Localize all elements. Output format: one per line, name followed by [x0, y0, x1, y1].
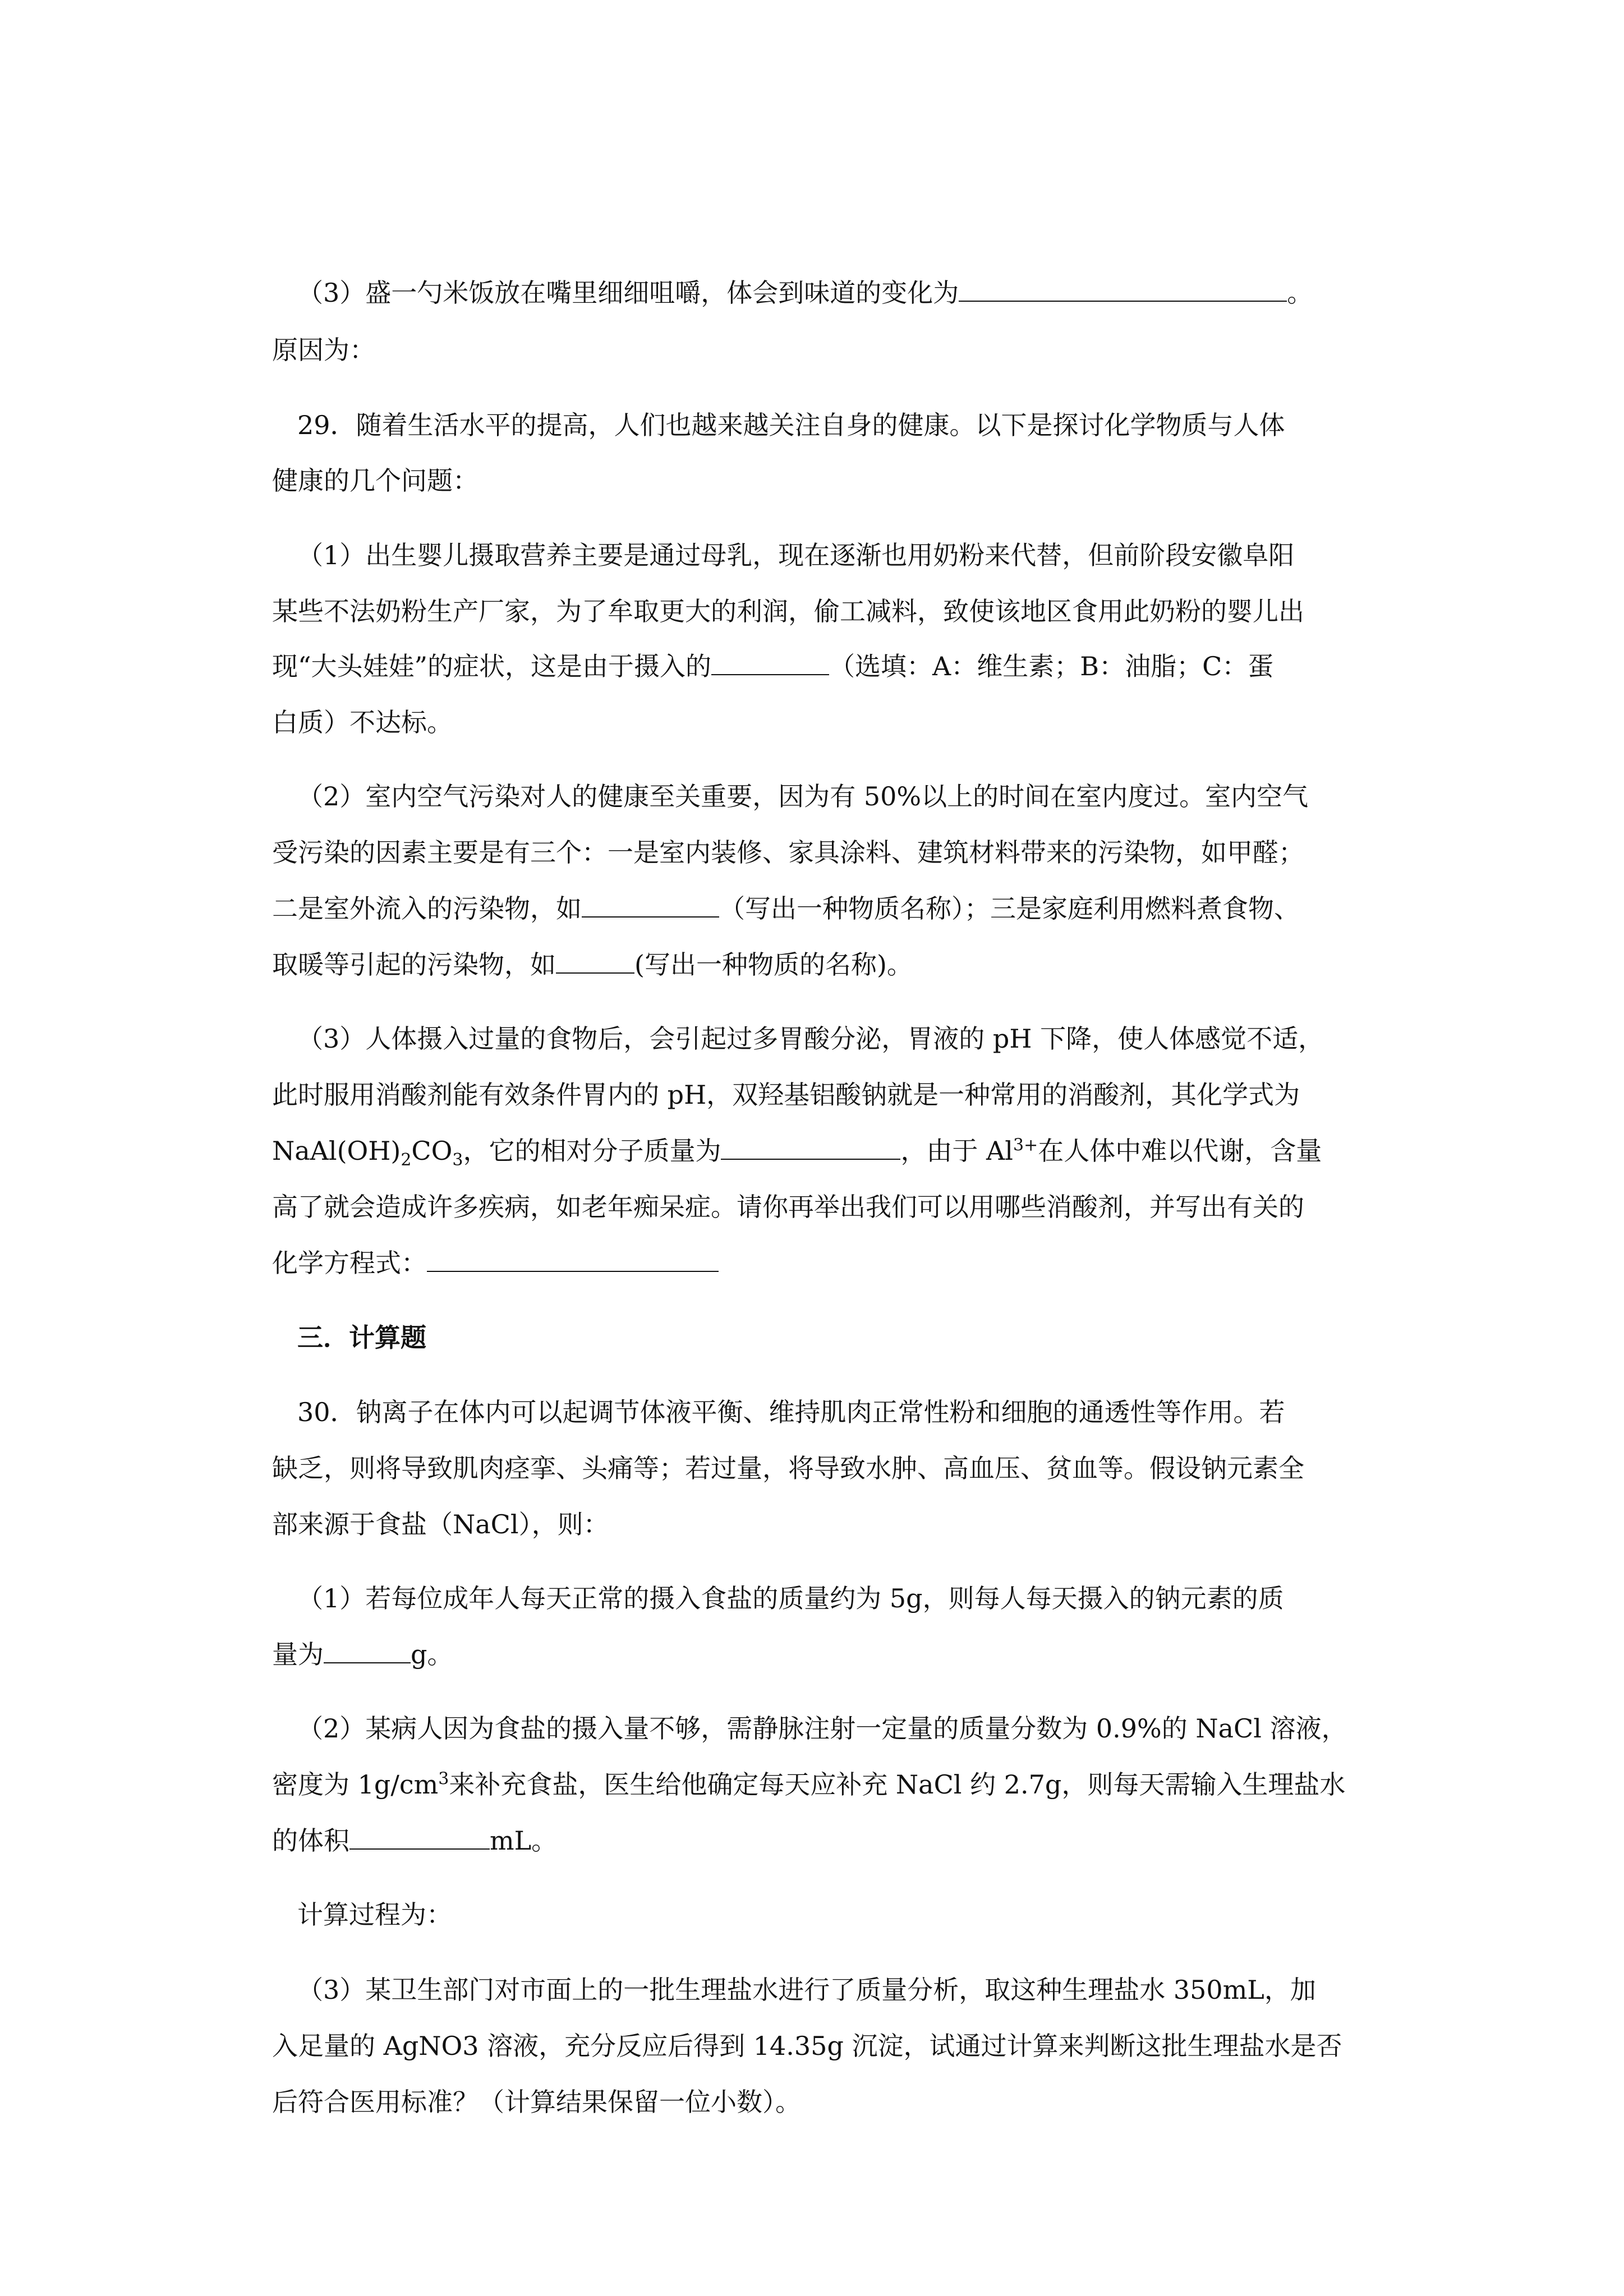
chemical-formula: $NaAl(OH)_2CO_3$: [272, 1136, 463, 1170]
q30-part2-unit: mL。: [490, 1825, 558, 1856]
q29-part2-text-c: 取暖等引起的污染物，如: [272, 949, 556, 980]
q30-part3-line2: 入足量的 AgNO3 溶液，充分反应后得到 14.35g 沉淀，试通过计算来判断这批生理盐水是否: [272, 2031, 1342, 2061]
q30-stem-line1: 30．钠离子在体内可以起调节体液平衡、维持肌肉正常性粉和细胞的通透性等作用。若: [297, 1397, 1285, 1427]
q30-part1-text: 量为: [272, 1639, 324, 1670]
q29-part2-line1: （2）室内空气污染对人的健康至关重要，因为有 50%以上的时间在室内度过。室内空气: [297, 781, 1309, 812]
q29-part3-answer-blank-1[interactable]: [721, 1134, 900, 1160]
q29-part3-line2: 此时服用消酸剂能有效条件胃内的 pH，双羟基铝酸钠就是一种常用的消酸剂，其化学式为: [272, 1080, 1300, 1110]
q29-part1-line4: 白质）不达标。: [272, 707, 453, 737]
q30-part2-text-b: 来补充食盐，医生给他确定每天应补充 NaCl 约 2.7g，则每天需输入生理盐水: [449, 1769, 1346, 1800]
q30-stem-line2: 缺乏，则将导致肌肉痉挛、头痛等；若过量，将导致水肿、高血压、贫血等。假设钠元素全: [272, 1453, 1304, 1483]
q30-part2-line2: 密度为 $1g/cm^3$来补充食盐，医生给他确定每天应补充 NaCl 约 2.7g，则每天需输入生理盐水: [272, 1769, 1346, 1800]
q29-part1-line2: 某些不法奶粉生产厂家，为了牟取更大的利润，偷工减料，致使该地区食用此奶粉的婴儿出: [272, 596, 1304, 626]
q29-stem-line1: 29．随着生活水平的提高，人们也越来越关注自身的健康。以下是探讨化学物质与人体: [297, 410, 1285, 440]
q30-calc-label: 计算过程为：: [297, 1899, 452, 1930]
q29-part3-text-b: ，由于 Al: [900, 1136, 1013, 1166]
q29-part2-line4: [272, 948, 913, 981]
q29-part2-text-a: 二是室外流入的污染物，如: [272, 893, 582, 924]
q29-part2-answer-blank-1[interactable]: [582, 892, 719, 918]
q29-part3-line4: 高了就会造成许多疾病，如老年痴呆症。请你再举出我们可以用哪些消酸剂，并写出有关的: [272, 1192, 1304, 1222]
q29-part2-text-d: (写出一种物质的名称)。: [634, 949, 913, 980]
q29-part3-text-c: 在人体中难以代谢，含量: [1038, 1136, 1322, 1166]
section-heading: 三．计算题: [297, 1322, 426, 1353]
q29-part3-line3: $NaAl(OH)_2CO_3$，它的相对分子质量为 ，由于 $Al^{3+}$在人体中难以代谢，含量: [272, 1134, 1322, 1168]
q30-part2-text-c: 的体积: [272, 1825, 349, 1856]
q29-part2-line3: [272, 892, 1300, 925]
q30-part1-answer-blank[interactable]: [324, 1638, 411, 1663]
q30-part1-unit: g。: [411, 1639, 453, 1670]
q30-part2-answer-blank[interactable]: [349, 1824, 490, 1850]
q29-part1-answer-blank[interactable]: [711, 649, 829, 675]
q29-part3-answer-blank-2[interactable]: [427, 1246, 719, 1272]
q30-part3-line1: （3）某卫生部门对市面上的一批生理盐水进行了质量分析，取这种生理盐水 350mL，加: [297, 1975, 1316, 2005]
q29-part3-line5: [272, 1246, 719, 1280]
q30-part2-line1: （2）某病人因为食盐的摄入量不够，需静脉注射一定量的质量分数为 0.9%的 NaCl 溶液，: [297, 1713, 1347, 1744]
q29-part1-options: （选填：A：维生素；B：油脂；C：蛋: [829, 651, 1274, 681]
q29-part3-text-d: 化学方程式：: [272, 1248, 427, 1278]
q30-part1-line1: （1）若每位成年人每天正常的摄入食盐的质量约为 5g，则每人每天摄入的钠元素的质: [297, 1583, 1284, 1613]
q29-part1-line1: （1）出生婴儿摄取营养主要是通过母乳，现在逐渐也用奶粉来代替，但前阶段安徽阜阳: [297, 540, 1295, 570]
q28-part3-reason: 原因为：: [272, 335, 375, 365]
q29-part2-text-b: （写出一种物质名称）；三是家庭利用燃料煮食物、: [719, 893, 1300, 924]
q29-part2-answer-blank-2[interactable]: [556, 948, 634, 974]
q30-part2-text-a: 密度为 1g/cm: [272, 1769, 439, 1800]
q28-part3-end: 。: [1287, 278, 1313, 308]
q30-stem-line3: 部来源于食盐（NaCl），则：: [272, 1509, 609, 1539]
q28-part3-line1: [297, 276, 1313, 310]
q29-part3-line1: （3）人体摄入过量的食物后，会引起过多胃酸分泌，胃液的 pH 下降，使人体感觉不适，: [297, 1023, 1324, 1054]
q28-part3-answer-blank[interactable]: [959, 276, 1287, 302]
q30-part2-line3: [272, 1824, 557, 1857]
q29-part1-text: 现“大头娃娃”的症状，这是由于摄入的: [272, 651, 712, 681]
q29-part1-line3: [272, 649, 1273, 683]
q29-part2-line2: 受污染的因素主要是有三个：一是室内装修、家具涂料、建筑材料带来的污染物，如甲醛；: [272, 837, 1304, 868]
q29-part3-text-a: ，它的相对分子质量为: [463, 1136, 721, 1166]
q30-part3-line3: 后符合医用标准？（计算结果保留一位小数）。: [272, 2087, 801, 2117]
q29-stem-line2: 健康的几个问题：: [272, 465, 479, 496]
q28-part3-text: （3）盛一勺米饭放在嘴里细细咀嚼，体会到味道的变化为: [297, 278, 959, 308]
q30-part1-line2: [272, 1638, 453, 1671]
